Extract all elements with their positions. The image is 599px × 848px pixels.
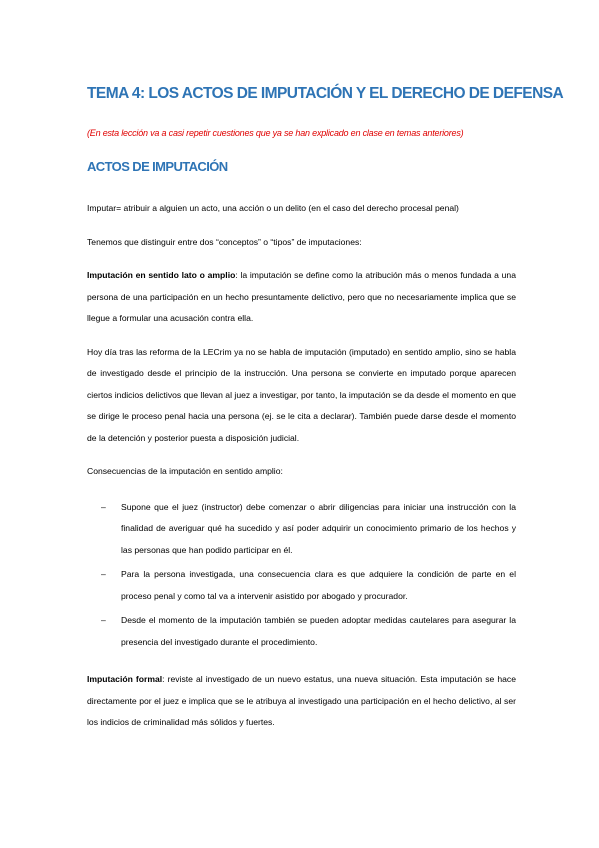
list-item-text: Para la persona investigada, una consecuencia clara es que adquiere la condición de parte en el proceso penal y como tal va a intervenir asistido por abogado y procurador.: [121, 569, 516, 601]
paragraph-reforma-lecrim: Hoy día tras las reforma de la LECrim ya no se habla de imputación (imputado) en sentido amplio, sino se habla de investigado desde el principio de la instrucción. Una persona se convierte en imputado porque aparecen ciertos indicios delictivos que llevan al juez a investigar, por tanto, la imputación se da desde el momento en que se dirige le proceso penal hacia una persona (ej. se le cita a declarar). También puede darse desde el momento de la detención y posterior puesta a disposición judicial.: [87, 346, 516, 443]
lesson-note: (En esta lección va a casi repetir cuestiones que ya se han explicado en clase en temas anteriores): [87, 128, 464, 138]
paragraph-consecuencias-heading: Consecuencias de la imputación en sentido amplio:: [87, 466, 283, 476]
bullet-dash: –: [101, 501, 106, 512]
paragraph-imputacion-amplia: [87, 265, 516, 330]
bullet-dash: –: [101, 615, 106, 625]
term-imputacion-formal: Imputación formal: [87, 674, 163, 684]
definition-imputacion-formal: : reviste al investigado de un nuevo estatus, una nueva situación. Esta imputación se hace directamente por el juez e implica que se le atribuya al investigado una participación en el hecho delictivo, al ser los indicios de criminalidad más sólidos y fuertes.: [87, 674, 516, 727]
list-item: [101, 497, 516, 562]
section-heading: ACTOS DE IMPUTACIÓN: [87, 159, 228, 174]
term-imputacion-amplia: Imputación en sentido lato o amplio: [87, 270, 236, 280]
list-item: [101, 610, 516, 653]
list-item: [101, 564, 516, 607]
list-item-text: Supone que el juez (instructor) debe comenzar o abrir diligencias para iniciar una instrucción con la finalidad de averiguar qué ha sucedido y así poder adquirir un conocimiento primario de los hechos y las personas que han podido participar en él.: [121, 501, 516, 555]
document-title: TEMA 4: LOS ACTOS DE IMPUTACIÓN Y EL DERECHO DE DEFENSA: [87, 85, 564, 102]
bullet-dash: –: [101, 569, 106, 579]
paragraph-intro-types: Tenemos que distinguir entre dos “conceptos” o “tipos” de imputaciones:: [87, 236, 362, 247]
paragraph-definition: Imputar= atribuir a alguien un acto, una acción o un delito (en el caso del derecho procesal penal): [87, 203, 459, 213]
definition-imputacion-amplia: : la imputación se define como la atribución más o menos fundada a una persona de una participación en un hecho presuntamente delictivo, pero que no necesariamente implica que se llegue a formular una acusación contra ella.: [87, 270, 516, 323]
list-item-text: Desde el momento de la imputación también se pueden adoptar medidas cautelares para asegurar la presencia del investigado durante el procedimiento.: [121, 615, 516, 647]
paragraph-imputacion-formal: [87, 669, 516, 734]
consequences-list: [87, 497, 516, 654]
